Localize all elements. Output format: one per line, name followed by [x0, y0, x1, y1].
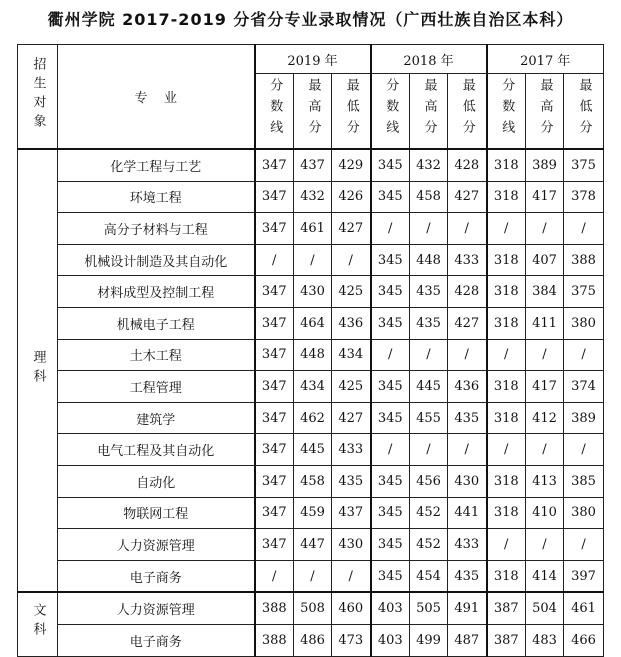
major-cell: 化学工程与工艺	[58, 149, 255, 181]
value-cell: /	[564, 339, 604, 371]
value-cell: 347	[255, 371, 294, 403]
value-cell: 432	[410, 149, 448, 181]
major-cell: 电子商务	[58, 560, 255, 592]
value-cell: 345	[371, 560, 410, 592]
value-cell: 347	[255, 465, 294, 497]
value-cell: 427	[448, 181, 487, 213]
major-cell: 工程管理	[58, 371, 255, 403]
major-cell: 高分子材料与工程	[58, 213, 255, 245]
value-cell: 456	[410, 465, 448, 497]
value-cell: /	[448, 213, 487, 245]
value-cell: 347	[255, 276, 294, 308]
major-cell: 电气工程及其自动化	[58, 434, 255, 466]
header-sub-max: 最高分	[410, 74, 448, 150]
value-cell: 380	[564, 307, 604, 339]
value-cell: 345	[371, 276, 410, 308]
table-row	[18, 497, 604, 529]
value-cell: 435	[410, 276, 448, 308]
value-cell: 417	[526, 181, 564, 213]
value-cell: 458	[294, 465, 332, 497]
value-cell: /	[487, 213, 526, 245]
value-cell: 417	[526, 371, 564, 403]
value-cell: /	[526, 213, 564, 245]
value-cell: 505	[410, 592, 448, 624]
table-row	[18, 276, 604, 308]
value-cell: 504	[526, 592, 564, 624]
table-row	[18, 402, 604, 434]
table-row	[18, 181, 604, 213]
value-cell: /	[410, 213, 448, 245]
value-cell: 347	[255, 149, 294, 181]
value-cell: 378	[564, 181, 604, 213]
value-cell: 347	[255, 497, 294, 529]
value-cell: 430	[332, 529, 371, 561]
value-cell: /	[448, 339, 487, 371]
value-cell: 414	[526, 560, 564, 592]
value-cell: 318	[487, 276, 526, 308]
value-cell: 452	[410, 529, 448, 561]
value-cell: 374	[564, 371, 604, 403]
value-cell: 411	[526, 307, 564, 339]
value-cell: /	[487, 339, 526, 371]
value-cell: 347	[255, 339, 294, 371]
value-cell: 375	[564, 149, 604, 181]
value-cell: /	[526, 339, 564, 371]
value-cell: /	[526, 529, 564, 561]
value-cell: /	[526, 434, 564, 466]
value-cell: 433	[448, 529, 487, 561]
value-cell: 436	[448, 371, 487, 403]
table-row	[18, 592, 604, 624]
value-cell: 388	[255, 624, 294, 656]
major-cell: 人力资源管理	[58, 592, 255, 624]
value-cell: 445	[294, 434, 332, 466]
value-cell: 347	[255, 307, 294, 339]
value-cell: 462	[294, 402, 332, 434]
value-cell: 448	[410, 244, 448, 276]
value-cell: 345	[371, 149, 410, 181]
value-cell: /	[410, 339, 448, 371]
value-cell: 429	[332, 149, 371, 181]
value-cell: 425	[332, 371, 371, 403]
value-cell: 347	[255, 434, 294, 466]
value-cell: 425	[332, 276, 371, 308]
value-cell: 345	[371, 529, 410, 561]
value-cell: 412	[526, 402, 564, 434]
major-cell: 自动化	[58, 465, 255, 497]
value-cell: 454	[410, 560, 448, 592]
value-cell: 318	[487, 497, 526, 529]
value-cell: 318	[487, 465, 526, 497]
value-cell: /	[371, 339, 410, 371]
header-sub-min: 最低分	[448, 74, 487, 150]
value-cell: 508	[294, 592, 332, 624]
value-cell: 430	[294, 276, 332, 308]
value-cell: 455	[410, 402, 448, 434]
value-cell: 461	[294, 213, 332, 245]
value-cell: 375	[564, 276, 604, 308]
value-cell: 432	[294, 181, 332, 213]
value-cell: 483	[526, 624, 564, 656]
value-cell: 380	[564, 497, 604, 529]
major-cell: 土木工程	[58, 339, 255, 371]
value-cell: 428	[448, 149, 487, 181]
value-cell: 347	[255, 213, 294, 245]
header-sub-cutoff: 分数线	[487, 74, 526, 150]
value-cell: 389	[564, 402, 604, 434]
value-cell: 436	[332, 307, 371, 339]
value-cell: 427	[332, 402, 371, 434]
header-category: 招生对象	[18, 45, 58, 150]
value-cell: 435	[410, 307, 448, 339]
table-row	[18, 434, 604, 466]
value-cell: 437	[332, 497, 371, 529]
value-cell: 458	[410, 181, 448, 213]
value-cell: /	[564, 434, 604, 466]
value-cell: 499	[410, 624, 448, 656]
table-row	[18, 339, 604, 371]
major-cell: 材料成型及控制工程	[58, 276, 255, 308]
value-cell: 385	[564, 465, 604, 497]
value-cell: 460	[332, 592, 371, 624]
value-cell: 430	[448, 465, 487, 497]
value-cell: 384	[526, 276, 564, 308]
value-cell: 347	[255, 181, 294, 213]
major-cell: 建筑学	[58, 402, 255, 434]
value-cell: 345	[371, 465, 410, 497]
value-cell: 345	[371, 307, 410, 339]
value-cell: 347	[255, 529, 294, 561]
value-cell: 410	[526, 497, 564, 529]
table-row	[18, 529, 604, 561]
value-cell: /	[371, 213, 410, 245]
value-cell: 466	[564, 624, 604, 656]
value-cell: /	[371, 434, 410, 466]
header-year-2018: 2018 年	[371, 45, 487, 74]
value-cell: /	[332, 560, 371, 592]
value-cell: 387	[487, 624, 526, 656]
value-cell: 434	[294, 371, 332, 403]
major-cell: 机械设计制造及其自动化	[58, 244, 255, 276]
major-cell: 物联网工程	[58, 497, 255, 529]
header-major: 专 业	[58, 45, 255, 150]
value-cell: 318	[487, 371, 526, 403]
value-cell: 345	[371, 244, 410, 276]
value-cell: 448	[294, 339, 332, 371]
table-row	[18, 213, 604, 245]
value-cell: /	[294, 244, 332, 276]
value-cell: 318	[487, 181, 526, 213]
value-cell: 403	[371, 592, 410, 624]
header-year-2017: 2017 年	[487, 45, 604, 74]
value-cell: 447	[294, 529, 332, 561]
value-cell: 435	[448, 402, 487, 434]
table-row	[18, 560, 604, 592]
admission-table	[17, 44, 604, 657]
value-cell: 452	[410, 497, 448, 529]
value-cell: /	[564, 529, 604, 561]
table-row	[18, 465, 604, 497]
value-cell: /	[410, 434, 448, 466]
major-cell: 机械电子工程	[58, 307, 255, 339]
value-cell: 318	[487, 149, 526, 181]
header-year-2019: 2019 年	[255, 45, 371, 74]
value-cell: 318	[487, 307, 526, 339]
value-cell: 428	[448, 276, 487, 308]
value-cell: /	[332, 244, 371, 276]
header-sub-cutoff: 分数线	[371, 74, 410, 150]
value-cell: 389	[526, 149, 564, 181]
value-cell: 427	[448, 307, 487, 339]
value-cell: 487	[448, 624, 487, 656]
value-cell: /	[487, 434, 526, 466]
major-cell: 电子商务	[58, 624, 255, 656]
header-sub-cutoff: 分数线	[255, 74, 294, 150]
value-cell: 437	[294, 149, 332, 181]
value-cell: 486	[294, 624, 332, 656]
value-cell: 491	[448, 592, 487, 624]
table-row	[18, 307, 604, 339]
header-sub-min: 最低分	[564, 74, 604, 150]
value-cell: 473	[332, 624, 371, 656]
value-cell: 441	[448, 497, 487, 529]
value-cell: 434	[332, 339, 371, 371]
value-cell: 433	[448, 244, 487, 276]
value-cell: 426	[332, 181, 371, 213]
value-cell: /	[294, 560, 332, 592]
value-cell: 318	[487, 560, 526, 592]
value-cell: /	[564, 213, 604, 245]
header-sub-max: 最高分	[526, 74, 564, 150]
value-cell: 345	[371, 371, 410, 403]
value-cell: /	[255, 244, 294, 276]
header-sub-max: 最高分	[294, 74, 332, 150]
value-cell: 397	[564, 560, 604, 592]
value-cell: 345	[371, 181, 410, 213]
value-cell: 388	[255, 592, 294, 624]
table-row	[18, 624, 604, 656]
value-cell: 318	[487, 402, 526, 434]
page-title: 衢州学院 2017-2019 分省分专业录取情况（广西壮族自治区本科）	[47, 10, 574, 29]
value-cell: 387	[487, 592, 526, 624]
value-cell: 433	[332, 434, 371, 466]
category-cell: 理科	[18, 149, 58, 592]
value-cell: /	[487, 529, 526, 561]
value-cell: 345	[371, 402, 410, 434]
major-cell: 人力资源管理	[58, 529, 255, 561]
value-cell: 435	[332, 465, 371, 497]
value-cell: 413	[526, 465, 564, 497]
value-cell: /	[448, 434, 487, 466]
value-cell: 427	[332, 213, 371, 245]
value-cell: 459	[294, 497, 332, 529]
header-sub-min: 最低分	[332, 74, 371, 150]
value-cell: 388	[564, 244, 604, 276]
value-cell: 435	[448, 560, 487, 592]
value-cell: 407	[526, 244, 564, 276]
category-cell: 文科	[18, 592, 58, 656]
table-row	[18, 244, 604, 276]
value-cell: 347	[255, 402, 294, 434]
value-cell: 461	[564, 592, 604, 624]
value-cell: /	[255, 560, 294, 592]
value-cell: 345	[371, 497, 410, 529]
table-row	[18, 371, 604, 403]
value-cell: 445	[410, 371, 448, 403]
value-cell: 403	[371, 624, 410, 656]
value-cell: 464	[294, 307, 332, 339]
value-cell: 318	[487, 244, 526, 276]
major-cell: 环境工程	[58, 181, 255, 213]
table-row	[18, 149, 604, 181]
